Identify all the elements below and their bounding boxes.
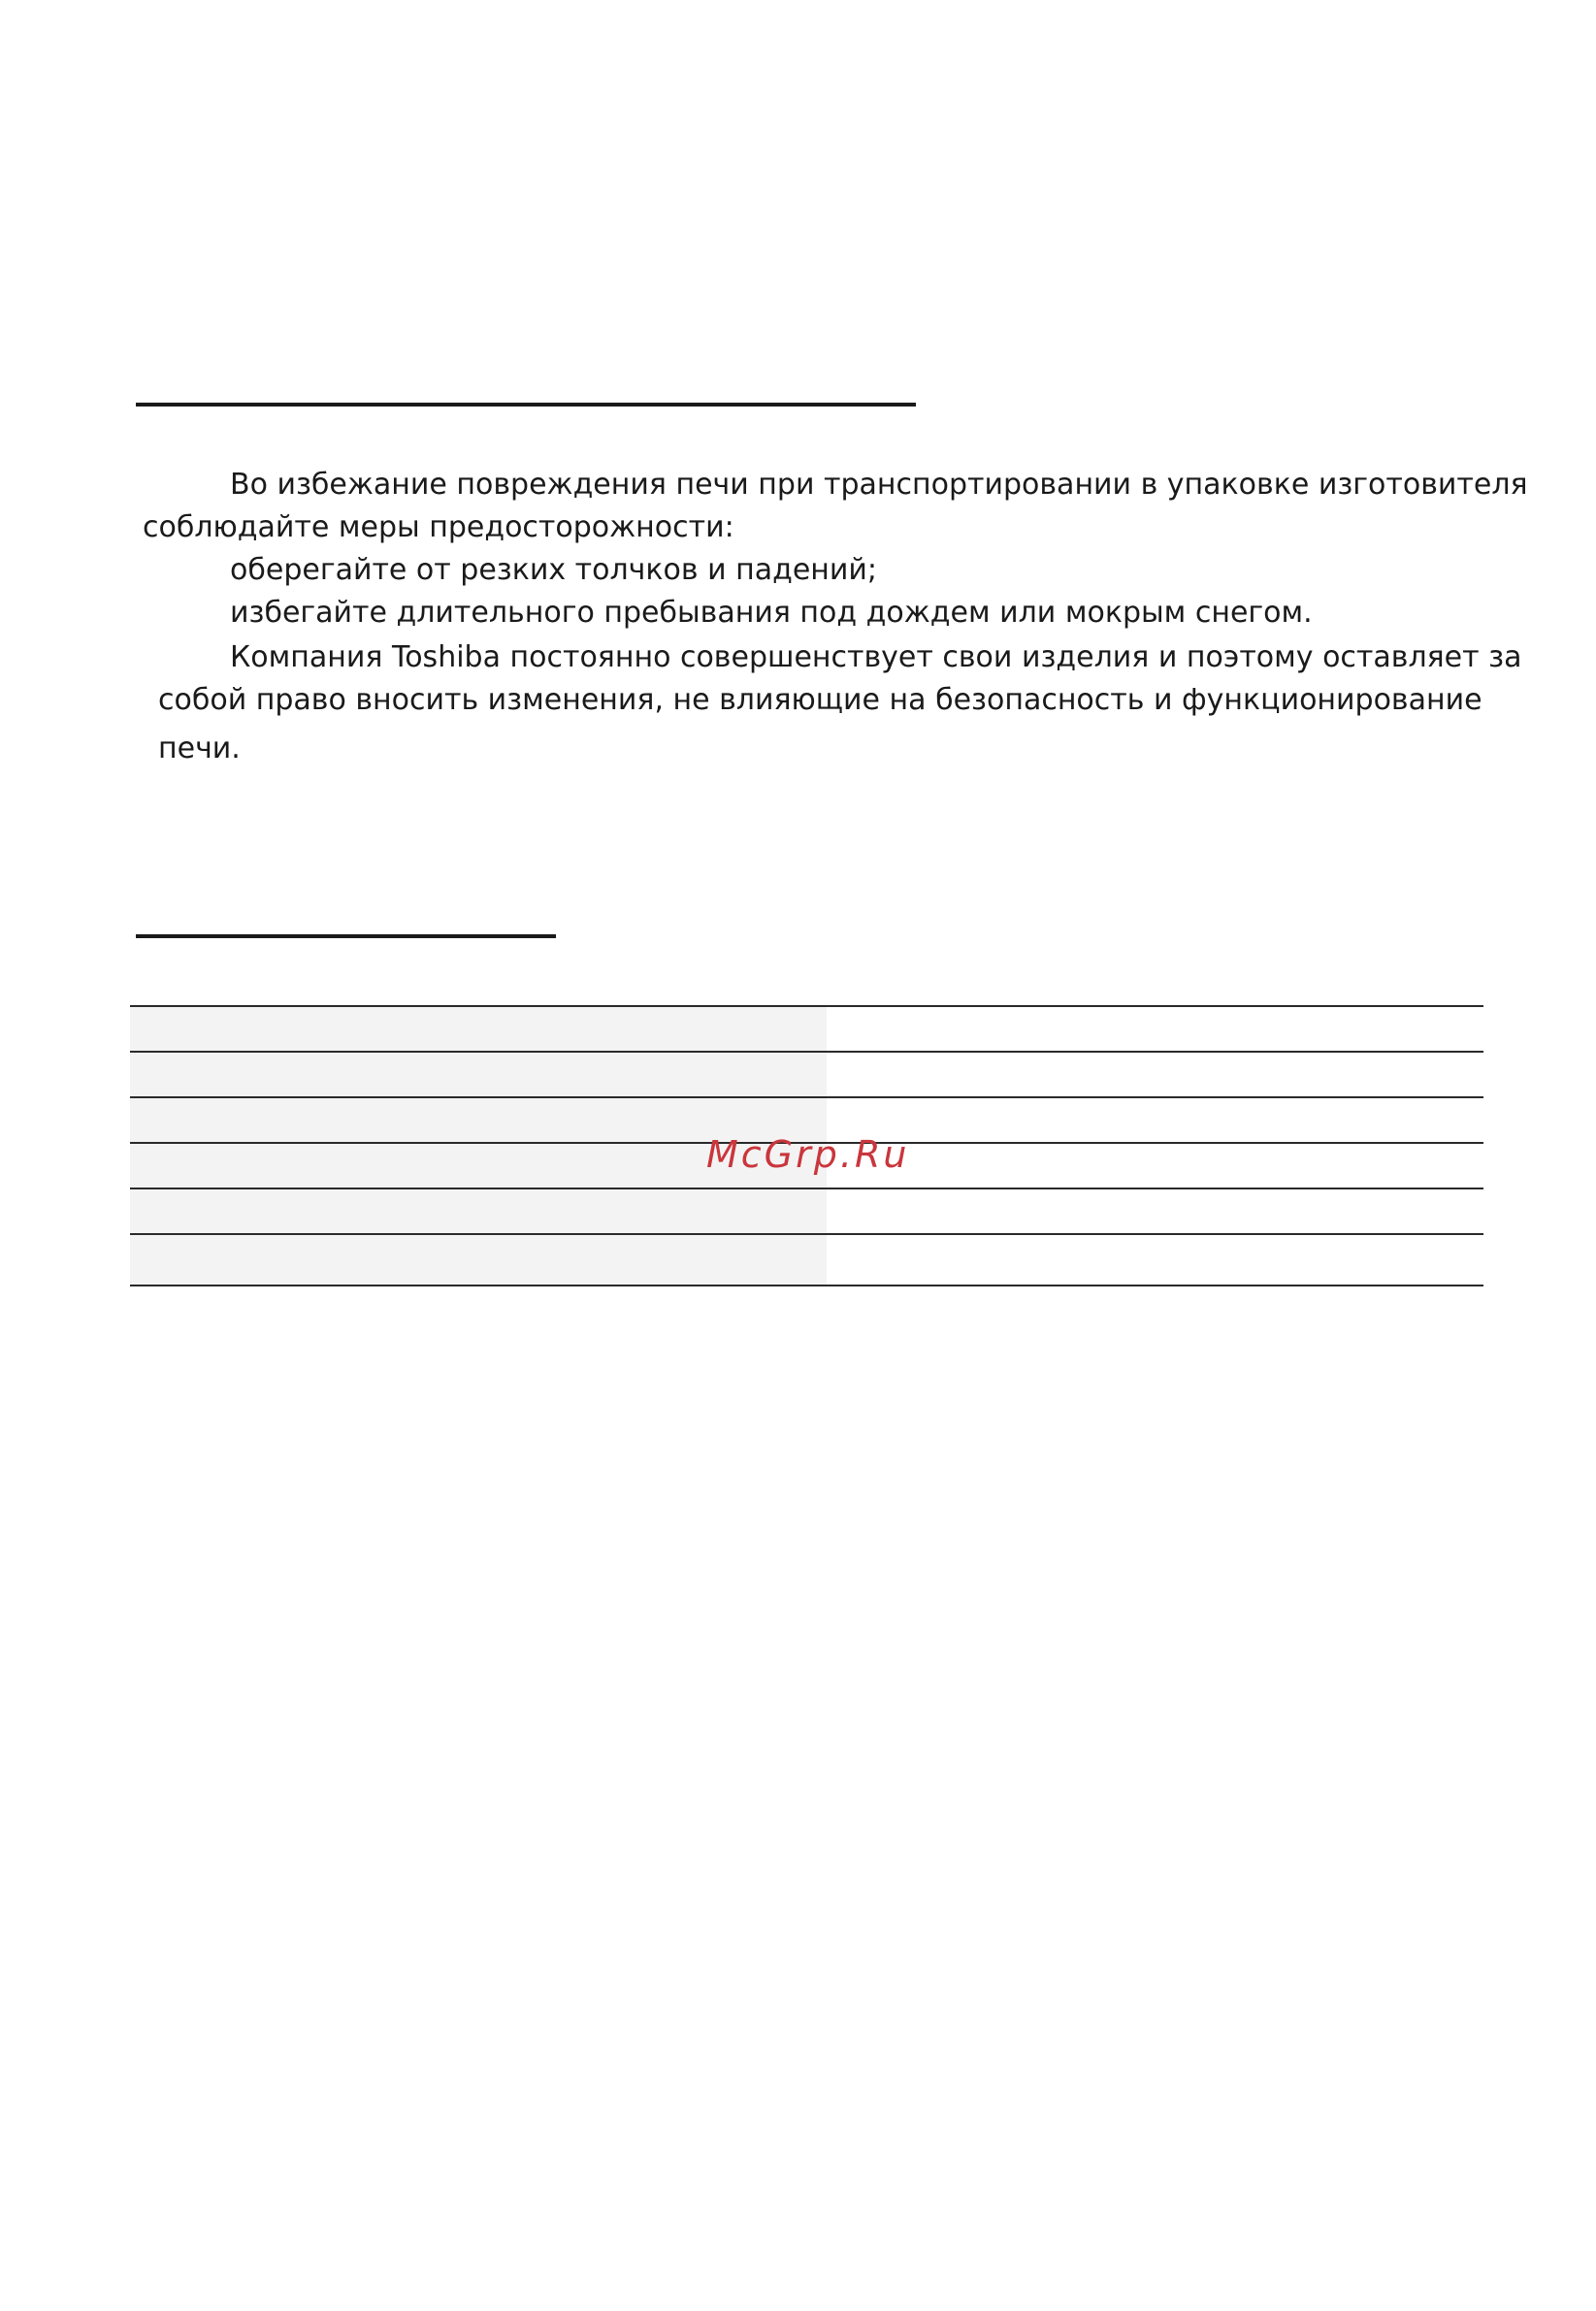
notice-line: Компания Toshiba постоянно совершенствует свои изделия и поэтому оставляет за [230,640,1522,674]
table-row [130,1006,1483,1052]
site-watermark: McGrp.Ru [706,1133,910,1176]
spec-value-cell [827,1143,1483,1188]
spec-label-cell [130,1234,827,1286]
spec-value-cell [827,1188,1483,1234]
spec-label-cell [130,1006,827,1052]
notice-line: Во избежание повреждения печи при транспортировании в упаковке изготовителя [230,468,1528,502]
table-row [130,1234,1483,1286]
spec-value-cell [827,1234,1483,1286]
spec-value-cell [827,1097,1483,1143]
spec-label-cell [130,1188,827,1234]
table-row [130,1188,1483,1234]
spec-label-cell [130,1052,827,1097]
notice-line: печи. [158,732,241,765]
notice-line: оберегайте от резких толчков и падений; [230,553,878,587]
notice-line: избегайте длительного пребывания под дождем или мокрым снегом. [230,596,1313,630]
spec-value-cell [827,1006,1483,1052]
section-title-underline [136,403,916,407]
notice-line: собой право вносить изменения, не влияющие на безопасность и функционирование [158,683,1482,717]
notice-line: соблюдайте меры предосторожности: [143,510,734,544]
spec-value-cell [827,1052,1483,1097]
table-row [130,1052,1483,1097]
specs-title-underline [136,934,556,938]
